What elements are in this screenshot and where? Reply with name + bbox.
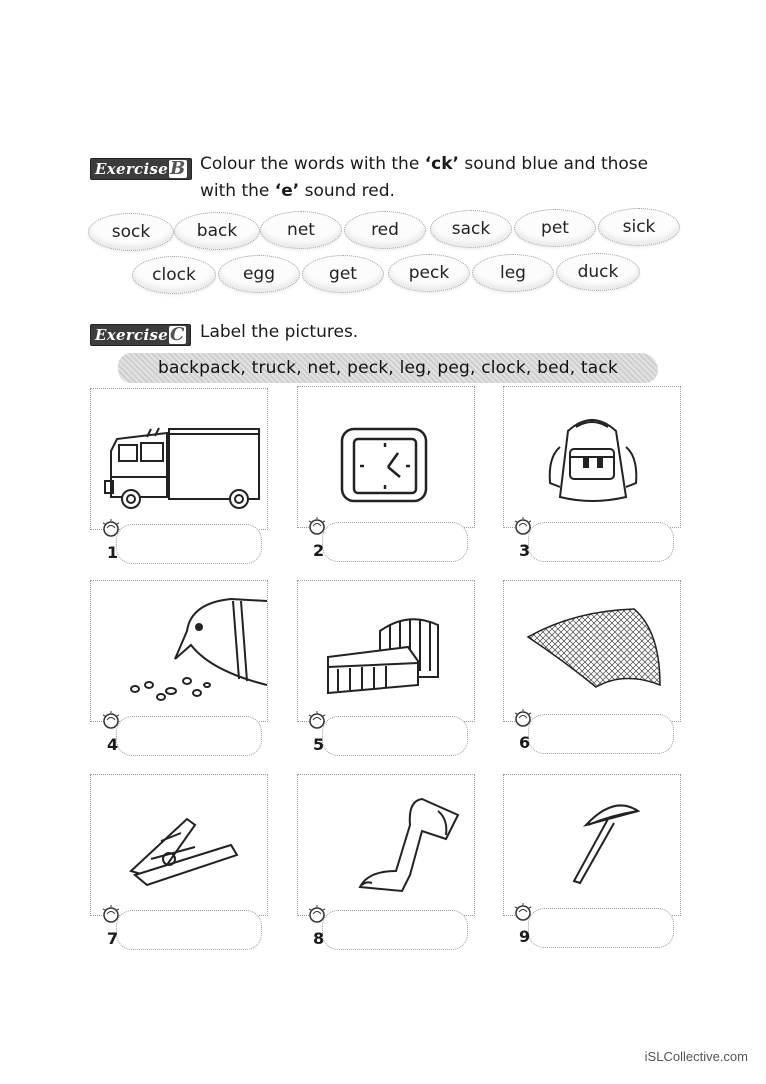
picture-number: 3 [519, 541, 531, 560]
exercise-b-instruction: Colour the words with the ‘ck’ sound blue and those with the ‘e’ sound red. [200, 154, 649, 201]
lightbulb-icon [306, 710, 328, 732]
picture-bed [297, 580, 475, 722]
exercise-b-badge: Exercise B [90, 158, 192, 180]
answer-box[interactable] [528, 714, 674, 754]
lightbulb-icon [512, 902, 534, 924]
tack-icon [504, 775, 680, 915]
bed-icon [298, 581, 474, 721]
answer-box[interactable] [322, 716, 468, 756]
picture-backpack [503, 386, 681, 528]
lightbulb-icon [100, 710, 122, 732]
backpack-icon [504, 387, 680, 527]
picture-peck [90, 580, 268, 722]
word-oval[interactable]: peck [388, 254, 470, 292]
picture-number: 1 [107, 543, 119, 562]
picture-number: 9 [519, 927, 531, 946]
exercise-c-instruction: Label the pictures. [200, 322, 359, 342]
answer-box[interactable] [528, 522, 674, 562]
picture-truck [90, 388, 268, 530]
lightbulb-icon [306, 516, 328, 538]
answer-box[interactable] [116, 910, 262, 950]
picture-number: 7 [107, 929, 119, 948]
truck-icon [91, 389, 267, 529]
lightbulb-icon [100, 904, 122, 926]
clock-icon [298, 387, 474, 527]
picture-number: 8 [313, 929, 325, 948]
clothes-peg-icon [91, 775, 267, 915]
picture-net [503, 580, 681, 722]
picture-number: 5 [313, 735, 325, 754]
lightbulb-icon [306, 904, 328, 926]
word-bank: backpack, truck, net, peck, leg, peg, clock, bed, tack [118, 353, 658, 383]
picture-tack [503, 774, 681, 916]
picture-clock [297, 386, 475, 528]
answer-box[interactable] [322, 910, 468, 950]
bird-pecking-icon [91, 581, 267, 721]
word-oval[interactable]: back [174, 212, 260, 250]
word-oval[interactable]: duck [556, 253, 640, 291]
leg-icon [298, 775, 474, 915]
answer-box[interactable] [322, 522, 468, 562]
picture-leg [297, 774, 475, 916]
word-oval[interactable]: sick [598, 208, 680, 246]
lightbulb-icon [512, 708, 534, 730]
word-oval[interactable]: egg [218, 255, 300, 293]
word-oval[interactable]: red [344, 211, 426, 249]
word-oval[interactable]: clock [132, 256, 216, 294]
word-oval[interactable]: leg [472, 254, 554, 292]
site-watermark: iSLCollective.com [644, 1049, 748, 1064]
net-icon [504, 581, 680, 721]
lightbulb-icon [512, 516, 534, 538]
picture-number: 2 [313, 541, 325, 560]
exercise-c-badge: Exercise C [90, 324, 191, 346]
answer-box[interactable] [528, 908, 674, 948]
answer-box[interactable] [116, 524, 262, 564]
picture-number: 4 [107, 735, 119, 754]
word-oval[interactable]: sock [88, 213, 174, 251]
word-oval[interactable]: pet [514, 209, 596, 247]
answer-box[interactable] [116, 716, 262, 756]
picture-number: 6 [519, 733, 531, 752]
word-oval[interactable]: get [302, 255, 384, 293]
word-oval[interactable]: sack [430, 210, 512, 248]
lightbulb-icon [100, 518, 122, 540]
word-oval[interactable]: net [260, 211, 342, 249]
picture-peg [90, 774, 268, 916]
